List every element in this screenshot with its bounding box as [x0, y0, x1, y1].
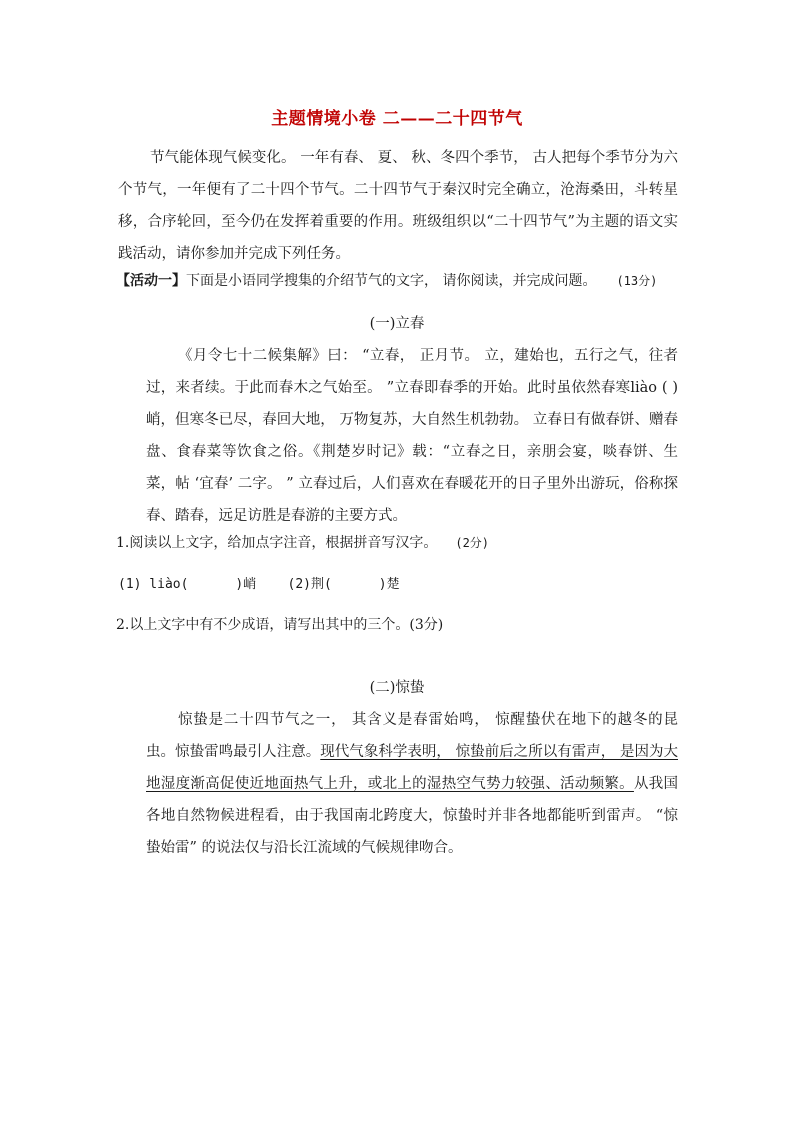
- section-two-passage: [146, 704, 678, 864]
- activity-one-label: 【活动一】: [116, 273, 186, 289]
- question-two: 2.以上文字中有不少成语，请写出其中的三个。(3分): [116, 617, 444, 633]
- section-one-heading: (一)立春: [369, 316, 425, 332]
- page-title: 主题情境小卷 二——二十四节气: [271, 109, 523, 129]
- section-one-passage: 《月令七十二候集解》曰： “立春， 正月节。 立，建始也，五行之气，往者过，来者续。于此而春木之气始至。 ”立春即春季的开始。此时虽依然春寒liào ( )峭，但寒冬已尽，春回大地， 万物复苏，大自然生机勃勃。 立春日有做春饼、赠春盘、食春菜等饮食之俗。《荆楚岁时记》载：“立春之日，亲朋会宴，啖春饼、生菜，帖 ‘宜春’ 二字。 ” 立春过后，人们喜欢在春暖花开的日子里外出游玩，俗称探春、踏春，远足访胜是春游的主要方式。: [146, 348, 678, 524]
- activity-one-instruction: [116, 266, 686, 296]
- section-two-underlined-sentence: 现代气象科学表明， 惊蛰前后之所以有雷声， 是因为大地湿度渐高促使近地面热气上升，或北上的湿热空气势力较强、活动频繁。: [146, 744, 679, 792]
- section-two-passage-end: 从我国各地自然物候进程看，由于我国南北跨度大，惊蛰时并非各地都能听到雷声。 “惊蛰始雷” 的说法仅与沿长江流域的气候规律吻合。: [146, 776, 679, 856]
- activity-one-text: 下面是小语同学搜集的介绍节气的文字， 请你阅读，并完成问题。: [186, 273, 597, 289]
- intro-paragraph: 节气能体现气候变化。 一年有春、 夏、 秋、冬四个季节， 古人把每个季节分为六个节气，一年便有了二十四个节气。二十四节气于秦汉时完全确立，沧海桑田，斗转星移，合序轮回，至今仍在发挥着重要的作用。班级组织以“二十四节气”为主题的语文实践活动，请你参加并完成下列任务。: [118, 150, 678, 262]
- activity-one-score: (13分): [616, 274, 658, 288]
- question-one-text: 1.阅读以上文字，给加点字注音，根据拼音写汉字。: [116, 535, 438, 551]
- section-two-passage-start: 惊蛰是二十四节气之一， 其含义是春雷始鸣， 惊醒蛰伏在地下的越冬的昆虫。惊蛰雷鸣最引人注意。: [146, 712, 678, 760]
- question-one-answer-blanks: (1) liào( )峭 (2)荆( )楚: [118, 577, 400, 592]
- question-one: [116, 532, 489, 552]
- question-one-score: (2分): [455, 536, 490, 550]
- section-two-heading: (二)惊蛰: [369, 680, 425, 696]
